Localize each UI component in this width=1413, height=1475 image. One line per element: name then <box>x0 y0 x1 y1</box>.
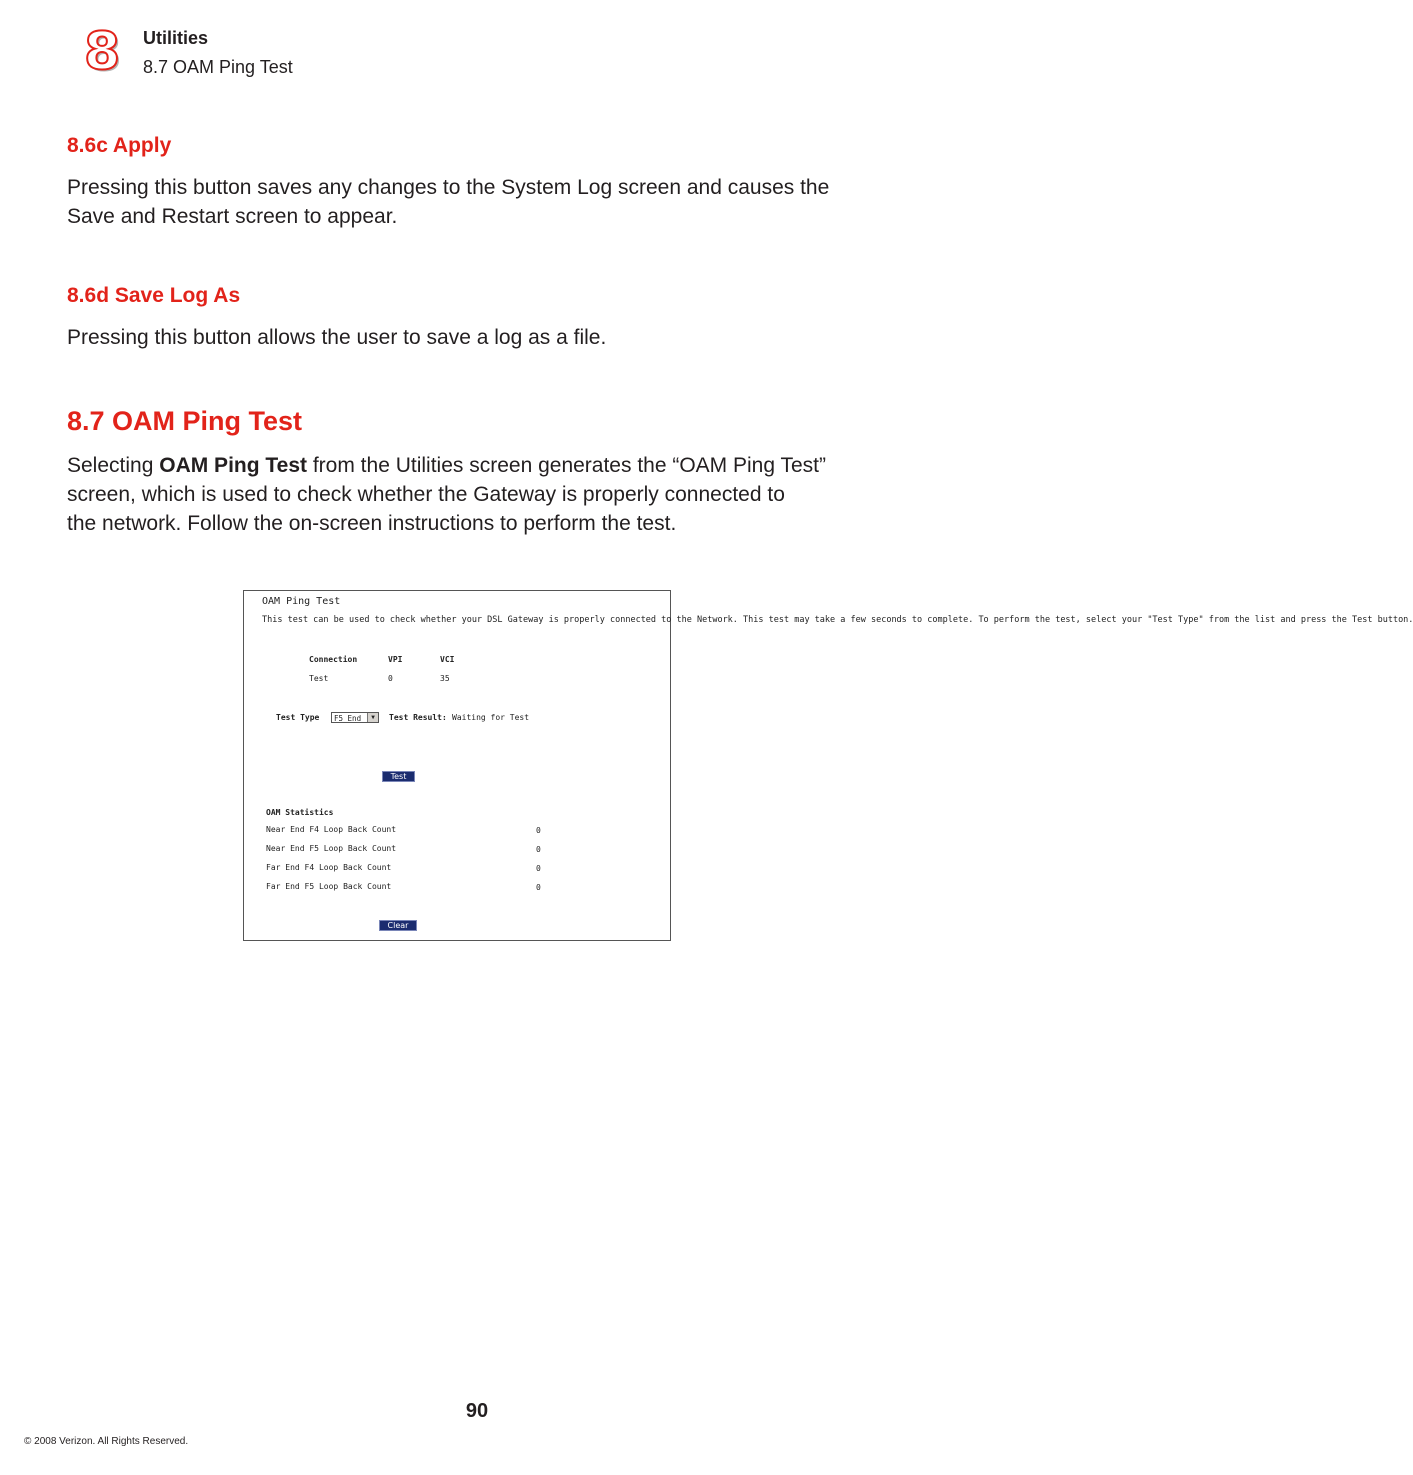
table-header-vpi: VPI <box>388 655 403 664</box>
stat-label: Far End F5 Loop Back Count <box>266 882 392 891</box>
table-cell-vpi: 0 <box>388 674 393 683</box>
save-log-paragraph: Pressing this button allows the user to save a log as a file. <box>67 326 607 349</box>
screenshot-title: OAM Ping Test <box>262 596 341 607</box>
stat-value: 0 <box>536 864 541 873</box>
oam-text-prefix: Selecting <box>67 454 160 477</box>
copyright: © 2008 Verizon. All Rights Reserved. <box>24 1436 189 1447</box>
stat-value: 0 <box>536 826 541 835</box>
test-type-value: F5 End <box>334 714 362 723</box>
test-type-select[interactable] <box>331 712 379 723</box>
header-chapter-title: Utilities <box>143 28 209 48</box>
page-number: 90 <box>465 1400 489 1422</box>
table-header-vci: VCI <box>440 655 455 664</box>
oam-text-bold: OAM Ping Test <box>159 454 308 477</box>
stat-label: Far End F4 Loop Back Count <box>266 863 392 872</box>
test-button[interactable]: Test <box>382 771 415 782</box>
apply-paragraph <box>67 173 867 231</box>
test-type-label: Test Type <box>276 713 320 722</box>
header-section-title: 8.7 OAM Ping Test <box>143 57 293 77</box>
apply-text-line-1: Pressing this button saves any changes to the System Log screen and causes the <box>67 176 830 199</box>
oam-paragraph <box>67 451 867 538</box>
chevron-down-icon[interactable]: ▼ <box>367 713 378 722</box>
test-result-label: Test Result: <box>389 713 447 722</box>
oam-text-line-3: the network. Follow the on-screen instructions to perform the test. <box>67 512 677 535</box>
stat-value: 0 <box>536 845 541 854</box>
oam-ping-test-screenshot <box>243 590 1413 941</box>
stat-value: 0 <box>536 883 541 892</box>
oam-text-rest: from the Utilities screen generates the “OAM Ping Test” <box>307 454 827 477</box>
table-cell-connection: Test <box>309 674 329 683</box>
save-log-heading: 8.6d Save Log As <box>67 284 241 307</box>
stat-label: Near End F5 Loop Back Count <box>266 844 397 853</box>
stat-label: Near End F4 Loop Back Count <box>266 825 397 834</box>
test-result-value: Waiting for Test <box>452 713 530 722</box>
apply-text-line-2: Save and Restart screen to appear. <box>67 205 398 228</box>
oam-text-line-2: screen, which is used to check whether the Gateway is properly connected to <box>67 483 785 506</box>
oam-statistics-title: OAM Statistics <box>266 808 334 817</box>
apply-heading: 8.6c Apply <box>67 134 172 157</box>
table-cell-vci: 35 <box>440 674 450 683</box>
chapter-number: 8 <box>84 22 121 82</box>
clear-button[interactable]: Clear <box>379 920 417 931</box>
oam-text-line-1 <box>67 451 867 480</box>
screenshot-description: This test can be used to check whether your DSL Gateway is properly connected to the Network. This test may take a few seconds to complete. To perform the test, select your "Test Type" from the list and press the Test button. <box>262 615 1413 625</box>
oam-section-heading: 8.7 OAM Ping Test <box>67 406 303 436</box>
table-header-connection: Connection <box>309 655 358 664</box>
